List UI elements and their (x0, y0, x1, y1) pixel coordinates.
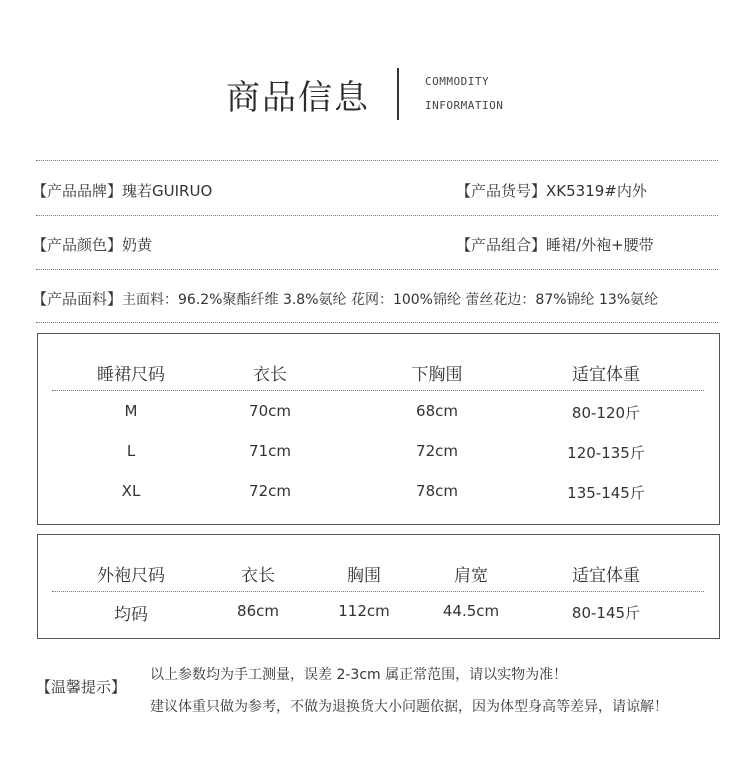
table1-cell: 71cm (249, 442, 291, 460)
table2-cell: 均码 (114, 605, 148, 625)
table1-cell: XL (121, 482, 141, 500)
sku-row (456, 180, 647, 201)
dotted-divider (36, 215, 718, 216)
combo-row (456, 234, 654, 255)
table1-cell: 72cm (249, 482, 291, 500)
table1-header-length: 衣长 (253, 365, 287, 385)
table1-cell: 120-135斤 (567, 444, 645, 462)
table2-cell: 44.5cm (442, 602, 500, 620)
table1-cell: 80-120斤 (571, 404, 641, 422)
table1-cell: 135-145斤 (567, 484, 645, 502)
table2-cell: 86cm (237, 602, 279, 620)
table1-header-size: 睡裙尺码 (97, 365, 165, 385)
brand-value: 瑰若GUIRUO (122, 182, 213, 200)
title-en-line1: COMMODITY (425, 75, 490, 88)
combo-value: 睡裙/外袍+腰带 (546, 236, 654, 254)
table1-cell: L (126, 442, 136, 460)
color-label: 【产品颜色】 (32, 236, 123, 254)
tips-label: 【温馨提示】 (36, 678, 127, 696)
combo-label: 【产品组合】 (456, 236, 547, 254)
table1-cell: 68cm (416, 402, 458, 420)
table2-cell: 80-145斤 (571, 604, 641, 622)
fabric-label: 【产品面料】 (32, 290, 123, 308)
title-en-line2: INFORMATION (425, 99, 504, 112)
table2-header-weight: 适宜体重 (572, 566, 640, 586)
brand-label: 【产品品牌】 (32, 182, 123, 200)
color-value: 奶黄 (122, 236, 153, 254)
table2-header-divider (52, 591, 704, 592)
fabric-row (32, 288, 658, 309)
dotted-divider (36, 269, 718, 270)
sku-label: 【产品货号】 (456, 182, 547, 200)
table1-cell: 70cm (249, 402, 291, 420)
table1-cell: M (124, 402, 138, 420)
table2-header-shoulder: 肩宽 (454, 566, 488, 586)
title-divider (397, 68, 399, 120)
table1-header-weight: 适宜体重 (572, 365, 640, 385)
sku-value: XK5319#内外 (546, 182, 647, 200)
tips-line1: 以上参数均为手工测量，误差 2-3cm 属正常范围，请以实物为准！ (150, 667, 568, 683)
table1-header-underbust: 下胸围 (411, 365, 463, 385)
table2-header-size: 外袍尺码 (97, 566, 165, 586)
table1-header-divider (52, 390, 704, 391)
table2-cell: 112cm (338, 602, 390, 620)
fabric-value: 主面料：96.2%聚酯纤维 3.8%氨纶 花网：100%锦纶 蕾丝花边：87%锦纶 13%氨纶 (122, 292, 659, 308)
table2-header-length: 衣长 (241, 566, 275, 586)
table1-cell: 72cm (416, 442, 458, 460)
dotted-divider (36, 322, 718, 323)
tips-line2: 建议体重只做为参考，不做为退换货大小问题依据，因为体型身高等差异，请谅解！ (150, 699, 668, 715)
page-title: 商品信息 (226, 78, 370, 118)
dotted-divider (36, 160, 718, 161)
table2-header-bust: 胸围 (347, 566, 381, 586)
brand-row (32, 180, 212, 201)
color-row (32, 234, 152, 255)
table1-cell: 78cm (416, 482, 458, 500)
